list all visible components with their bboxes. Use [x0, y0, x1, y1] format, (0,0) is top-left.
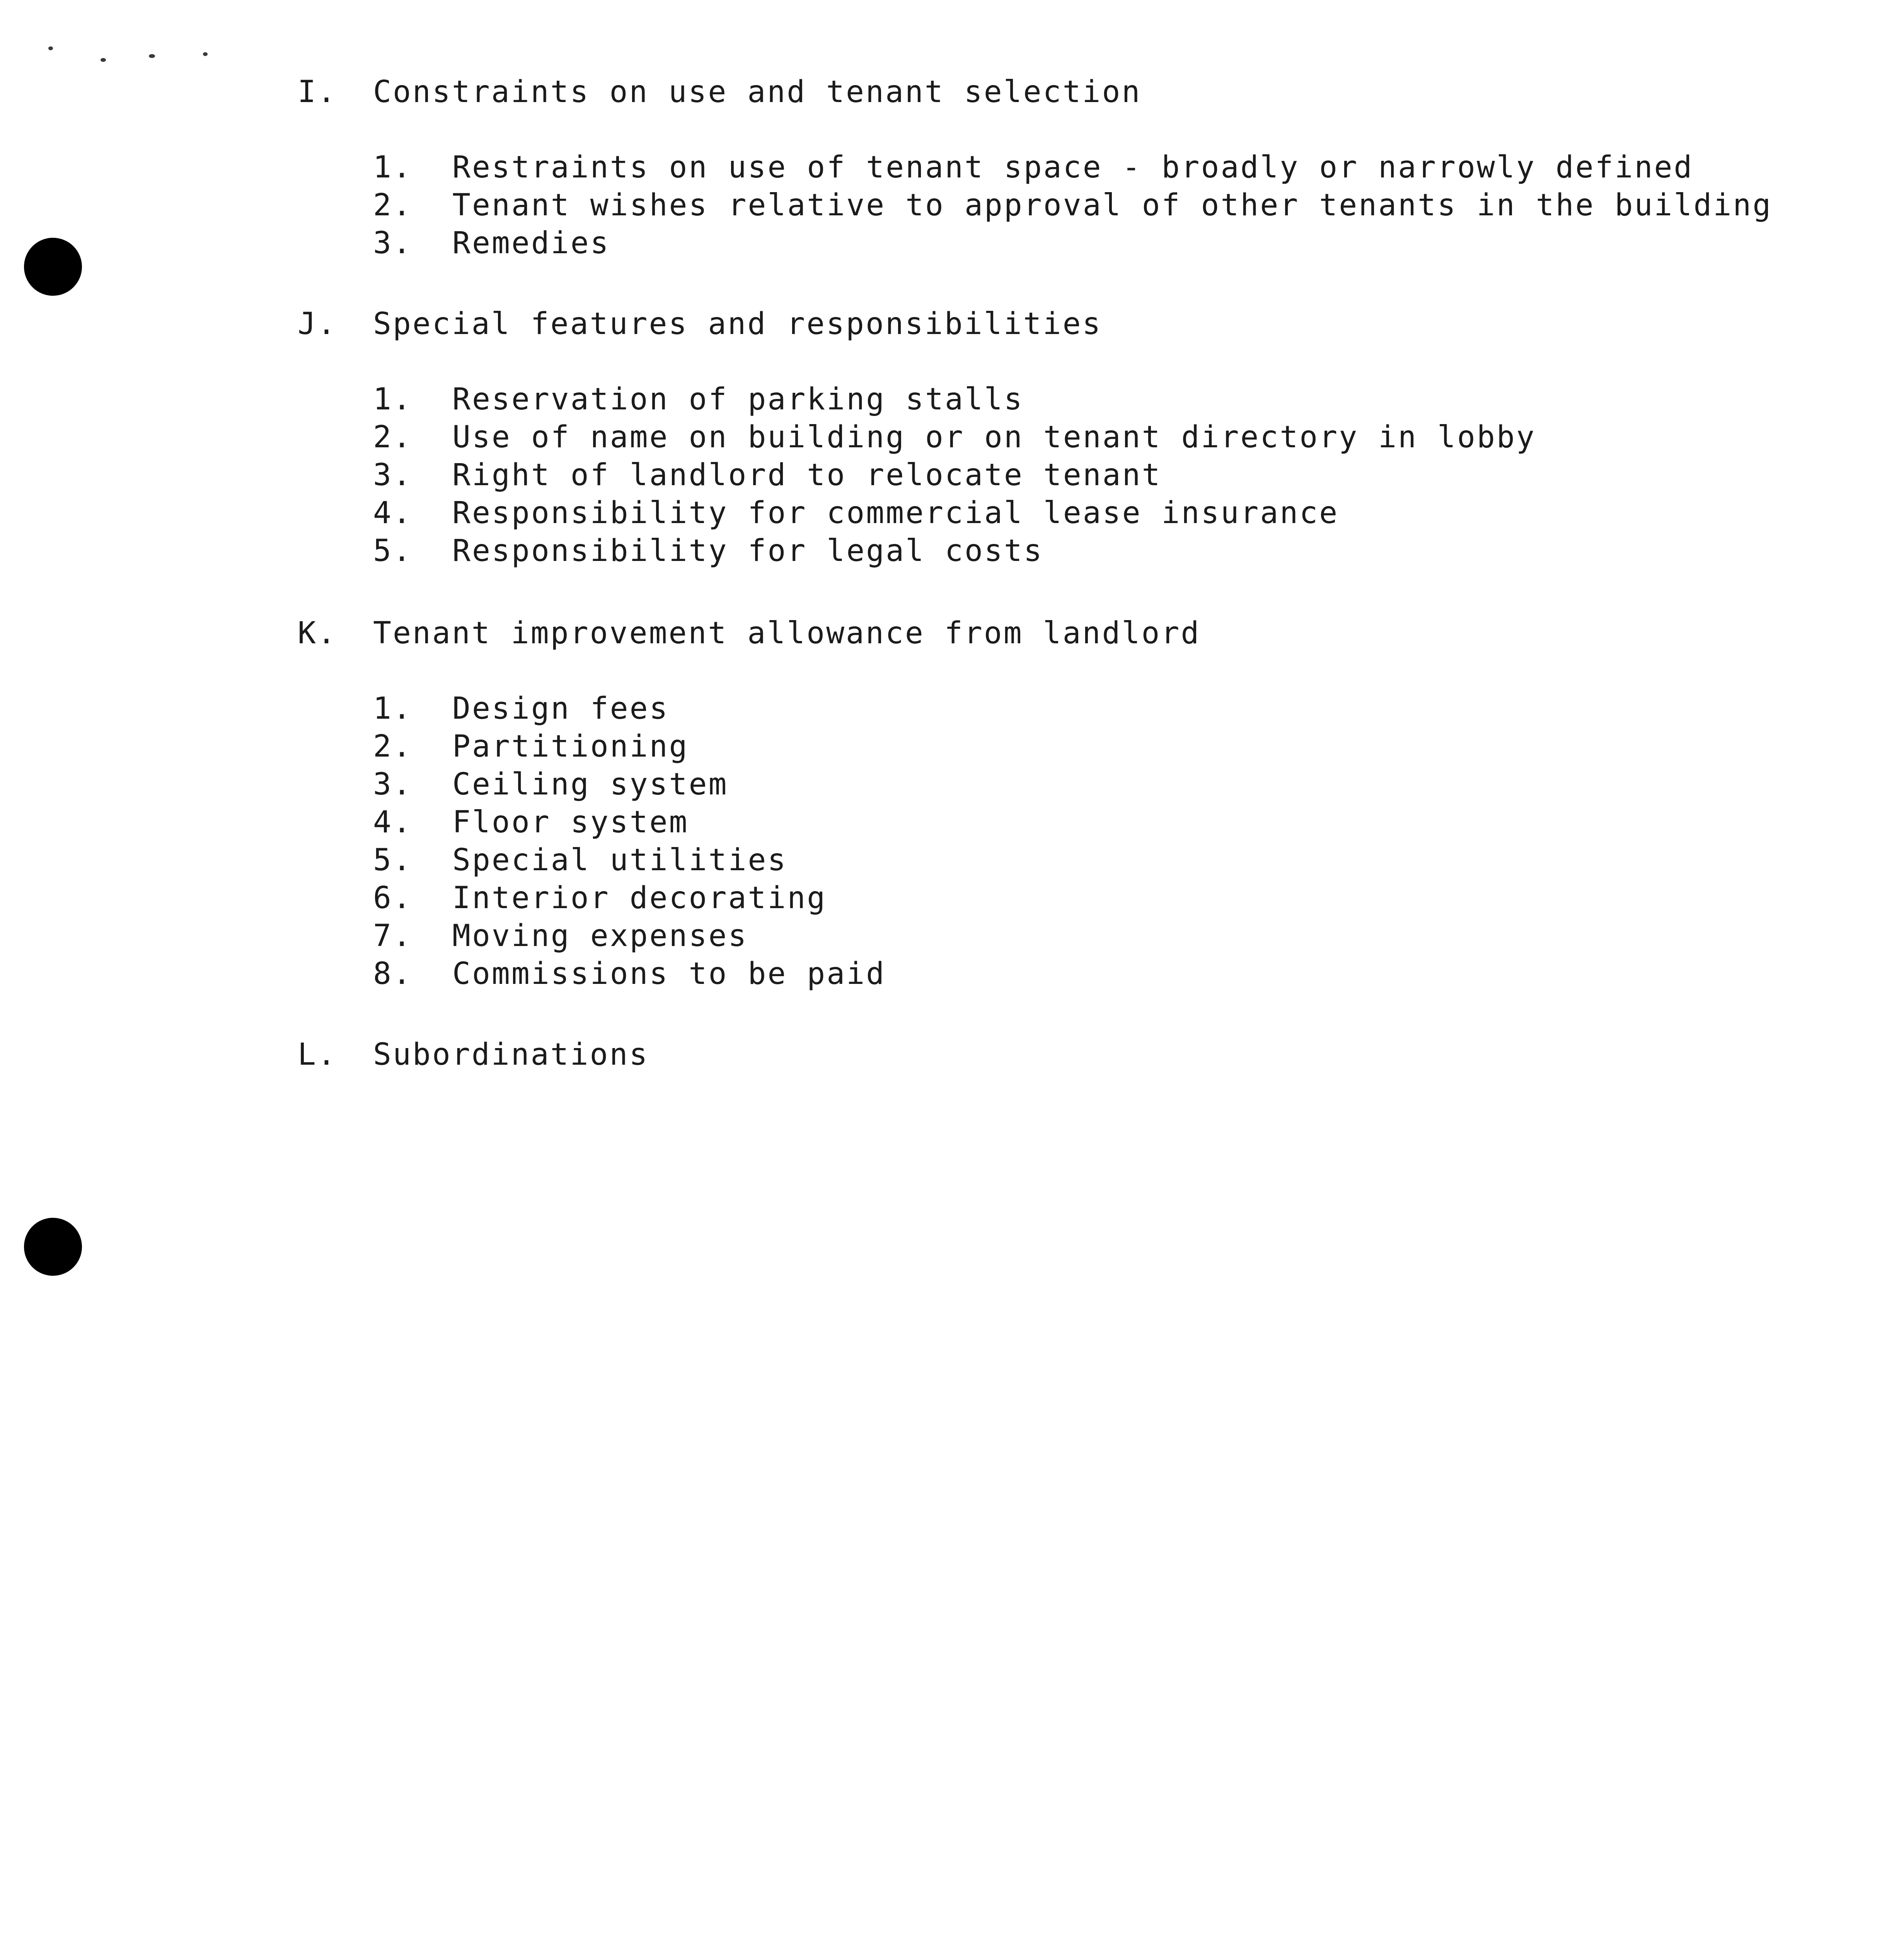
list-item-marker: 3.	[373, 458, 413, 493]
list-item-marker: 2.	[373, 188, 413, 223]
list-item-text: Partitioning	[452, 729, 689, 764]
section-marker: L.	[298, 1037, 337, 1072]
section-marker: J.	[298, 307, 337, 341]
list-item-text: Floor system	[452, 805, 689, 840]
list-item-text: Tenant wishes relative to approval of other tenants in the building	[452, 188, 1773, 223]
section-title: Special features and responsibilities	[373, 307, 1102, 341]
list-item-text: Commissions to be paid	[452, 956, 886, 991]
list-item-marker: 4.	[373, 805, 413, 840]
list-item-text: Remedies	[452, 226, 610, 261]
section-title: Subordinations	[373, 1037, 649, 1072]
list-item-text: Right of landlord to relocate tenant	[452, 458, 1162, 493]
list-item-marker: 8.	[373, 956, 413, 991]
list-item-marker: 2.	[373, 420, 413, 455]
section-title: Constraints on use and tenant selection	[373, 75, 1142, 109]
list-item-text: Use of name on building or on tenant directory in lobby	[452, 420, 1536, 455]
list-item-marker: 2.	[373, 729, 413, 764]
list-item-marker: 5.	[373, 534, 413, 568]
list-item-marker: 6.	[373, 881, 413, 915]
list-item-marker: 3.	[373, 226, 413, 261]
list-item-text: Reservation of parking stalls	[452, 382, 1024, 417]
list-item-text: Special utilities	[452, 843, 788, 878]
section-marker: K.	[298, 616, 337, 651]
list-item-text: Moving expenses	[452, 919, 748, 953]
list-item-marker: 1.	[373, 691, 413, 726]
list-item-text: Responsibility for legal costs	[452, 534, 1043, 568]
list-item-marker: 7.	[373, 919, 413, 953]
list-item-marker: 1.	[373, 382, 413, 417]
list-item-marker: 1.	[373, 150, 413, 185]
list-item-marker: 3.	[373, 767, 413, 802]
list-item-marker: 5.	[373, 843, 413, 878]
list-item-text: Responsibility for commercial lease insurance	[452, 496, 1339, 530]
list-item-text: Ceiling system	[452, 767, 728, 802]
list-item-marker: 4.	[373, 496, 413, 530]
section-title: Tenant improvement allowance from landlord	[373, 616, 1201, 651]
list-item-text: Design fees	[452, 691, 669, 726]
list-item-text: Restraints on use of tenant space - broadly or narrowly defined	[452, 150, 1694, 185]
list-item-text: Interior decorating	[452, 881, 827, 915]
section-marker: I.	[298, 75, 337, 109]
